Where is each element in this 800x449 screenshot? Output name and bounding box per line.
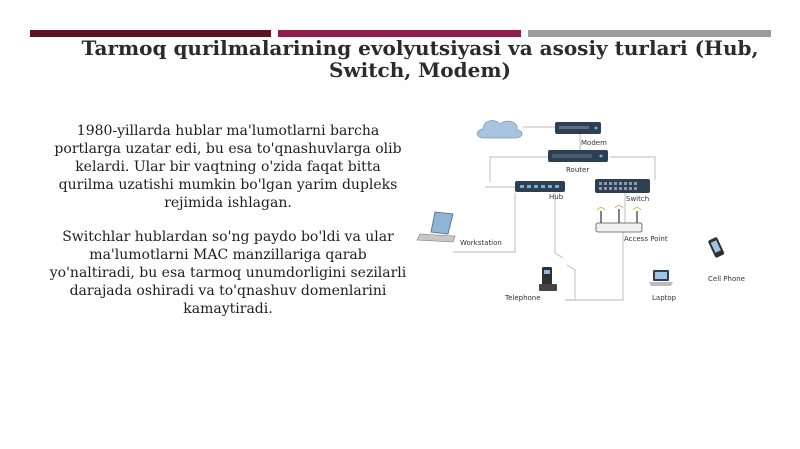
laptop-label: Laptop bbox=[652, 294, 677, 302]
cell-phone-label: Cell Phone bbox=[708, 275, 745, 283]
network-diagram bbox=[415, 110, 775, 310]
workstation-label: Workstation bbox=[460, 239, 502, 247]
hub-label: Hub bbox=[549, 193, 564, 201]
laptop-icon bbox=[649, 270, 673, 286]
slide-title: Tarmoq qurilmalarining evolyutsiyasi va asosiy turlari (Hub, Switch, Modem) bbox=[81, 36, 759, 82]
router-label: Router bbox=[566, 166, 590, 174]
access-point-label: Access Point bbox=[624, 235, 668, 243]
modem-label: Modem bbox=[581, 139, 607, 147]
telephone-label: Telephone bbox=[505, 294, 541, 302]
cloud-icon bbox=[477, 121, 522, 138]
workstation-icon bbox=[417, 212, 455, 242]
modem-icon bbox=[555, 122, 601, 134]
slide-body bbox=[48, 122, 408, 334]
hub-icon bbox=[515, 181, 565, 192]
paragraph-switches: Switchlar hublardan so'ng paydo bo'ldi va ular ma'lumotlarni MAC manzillariga qarab yo'naltiradi, bu esa tarmoq unumdorligini sezilarli darajada oshiradi va to'qnashuv domenlarini kamaytiradi. bbox=[49, 229, 407, 317]
access-point-icon bbox=[596, 206, 642, 233]
switch-label: Switch bbox=[626, 195, 650, 203]
router-icon bbox=[548, 150, 608, 162]
paragraph-hubs: 1980-yillarda hublar ma'lumotlarni barcha portlarga uzatar edi, bu esa to'qnashuvlarga olib kelardi. Ular bir vaqtning o'zida faqat bitta qurilma uzatishi mumkin bo'lgan yarim dupleks rejimida ishlagan. bbox=[54, 123, 402, 211]
cell-phone-icon bbox=[708, 237, 725, 258]
switch-icon bbox=[595, 179, 650, 193]
telephone-icon bbox=[539, 267, 557, 291]
